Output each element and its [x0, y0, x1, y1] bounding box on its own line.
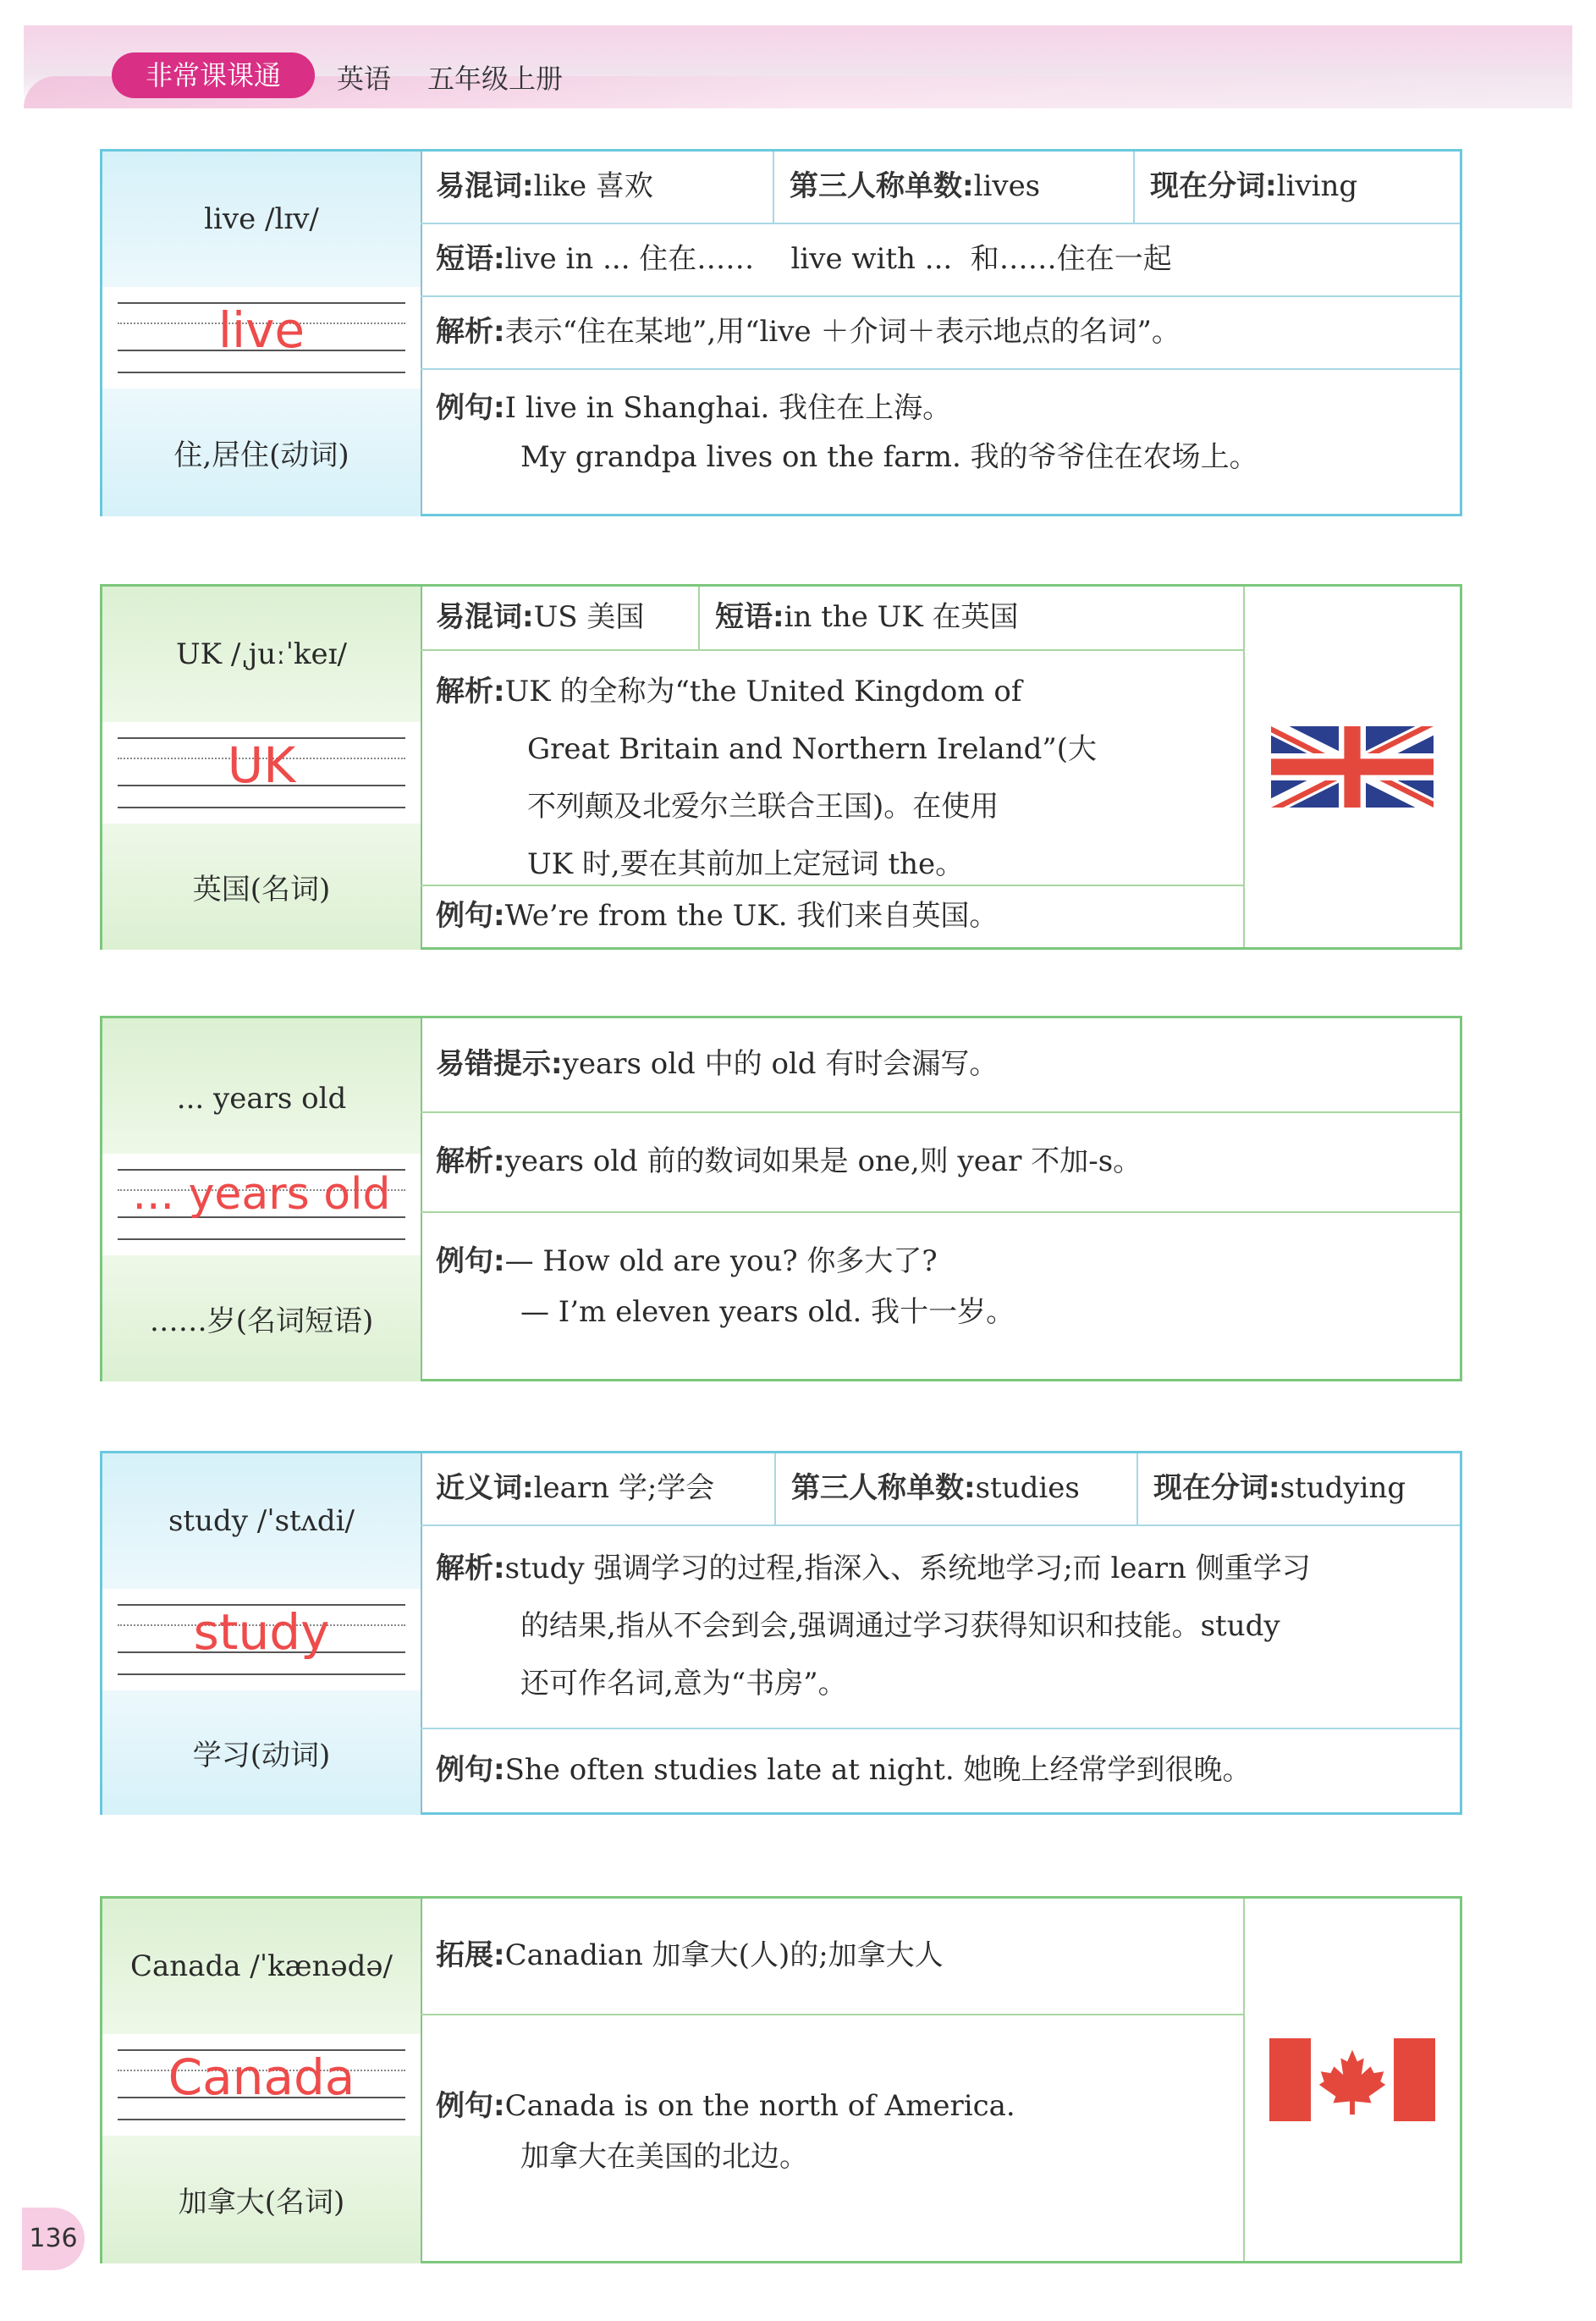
mistake-tip-cell: 易错提示: years old 中的 old 有时会漏写。: [421, 1018, 1460, 1113]
handwriting-word: study: [193, 1603, 330, 1661]
analysis-cell: 解析:study 强调学习的过程,指深入、系统地学习;而 learn 侧重学习 的结果,指从不会到会,强调通过学习获得知识和技能。study 还可作名词,意为“书房”。: [421, 1526, 1460, 1729]
analysis-cell: 解析: 表示“住在某地”,用“live ＋介词＋表示地点的名词”。: [421, 297, 1460, 370]
page-number: 136: [22, 2208, 85, 2270]
third-person-cell: 第三人称单数: lives: [774, 152, 1135, 224]
confuse-cell: 易混词: US 美国: [421, 587, 700, 651]
meaning: 学习(动词): [102, 1690, 421, 1815]
canada-flag-icon: [1269, 2038, 1435, 2121]
phrase-cell: 短语: live in ... 住在…… live with ... 和……住在一起: [421, 224, 1460, 297]
handwriting-word: UK: [227, 736, 296, 794]
grade-label: 五年级上册: [427, 63, 564, 95]
present-participle-cell: 现在分词: living: [1135, 152, 1460, 224]
example-cell: 例句: She often studies late at night. 她晚上经常学到很晚。: [436, 1753, 1252, 1788]
entry-card-uk: [100, 584, 1462, 950]
meaning: 加拿大(名词): [102, 2136, 421, 2263]
uk-flag-icon: [1270, 726, 1434, 808]
handwriting-lines: [102, 2034, 421, 2136]
word-column: [102, 1453, 422, 1812]
example-cell: 例句:Canada is on the north of America. 加拿大在美国的北边。: [421, 2015, 1245, 2261]
example-cell: 例句:— How old are you? 你多大了? — I’m eleven years old. 我十一岁。: [421, 1213, 1460, 1379]
entry-card-live: [100, 149, 1462, 516]
handwriting-word: Canada: [168, 2048, 355, 2106]
handwriting-word: ... years old: [132, 1169, 391, 1220]
meaning: 住,居住(动词): [102, 389, 421, 516]
example-cell: 例句:I live in Shanghai. 我住在上海。 My grandpa lives on the farm. 我的爷爷住在农场上。: [421, 370, 1460, 514]
word-column: [102, 152, 422, 514]
synonym-cell: 近义词: learn 学;学会: [421, 1453, 776, 1526]
handwriting-lines: [102, 1589, 421, 1690]
handwriting-lines: [102, 722, 421, 824]
example-cell: 例句: We’re from the UK. 我们来自英国。: [421, 886, 1245, 947]
phrase-cell: 短语: in the UK 在英国: [700, 587, 1245, 651]
headword: live /lɪv/: [102, 152, 421, 287]
present-participle-cell: 现在分词: studying: [1138, 1453, 1460, 1526]
word-column: [102, 1899, 422, 2261]
example-sentence-1: — How old are you? 你多大了?: [504, 1244, 938, 1278]
handwriting-lines: [102, 287, 421, 389]
handwriting-lines: [102, 1154, 421, 1255]
third-person-cell: 第三人称单数: studies: [776, 1453, 1138, 1526]
word-column: [102, 587, 422, 947]
example-sentence-2: My grandpa lives on the farm. 我的爷爷住在农场上。: [520, 439, 1258, 474]
brand-badge: 非常课课通: [112, 52, 315, 98]
entry-card-study: [100, 1451, 1462, 1815]
example-sentence-1: Canada is on the north of America.: [504, 2089, 1015, 2123]
analysis-cell: 解析: years old 前的数词如果是 one,则 year 不加-s。: [421, 1113, 1460, 1213]
entry-card-canada: [100, 1896, 1462, 2263]
headword: ... years old: [102, 1018, 421, 1154]
example-sentence-1: I live in Shanghai. 我住在上海。: [504, 391, 952, 425]
meaning: ……岁(名词短语): [102, 1255, 421, 1381]
extension-cell: 拓展: Canadian 加拿大(人)的;加拿大人: [421, 1899, 1245, 2015]
flag-area: [1245, 1899, 1460, 2261]
headword: study /ˈstʌdi/: [102, 1453, 421, 1589]
word-column: [102, 1018, 422, 1379]
subject-label: 英语: [337, 63, 392, 95]
confuse-cell: 易混词: like 喜欢: [421, 152, 774, 224]
meaning: 英国(名词): [102, 824, 421, 950]
headword: UK /ˌjuːˈkeɪ/: [102, 587, 421, 722]
flag-area: [1245, 587, 1460, 947]
example-sentence-2: 加拿大在美国的北边。: [520, 2139, 808, 2174]
entry-card-years-old: [100, 1016, 1462, 1381]
handwriting-word: live: [217, 301, 305, 359]
example-sentence-2: — I’m eleven years old. 我十一岁。: [520, 1294, 1015, 1329]
headword: Canada /ˈkænədə/: [102, 1899, 421, 2034]
analysis-cell: 解析:UK 的全称为“the United Kingdom of Great Britain and Northern Ireland”(大 不列颠及北爱尔兰联合王国)。在使用 UK 时,要在其前加上定冠词 the。: [421, 651, 1245, 886]
